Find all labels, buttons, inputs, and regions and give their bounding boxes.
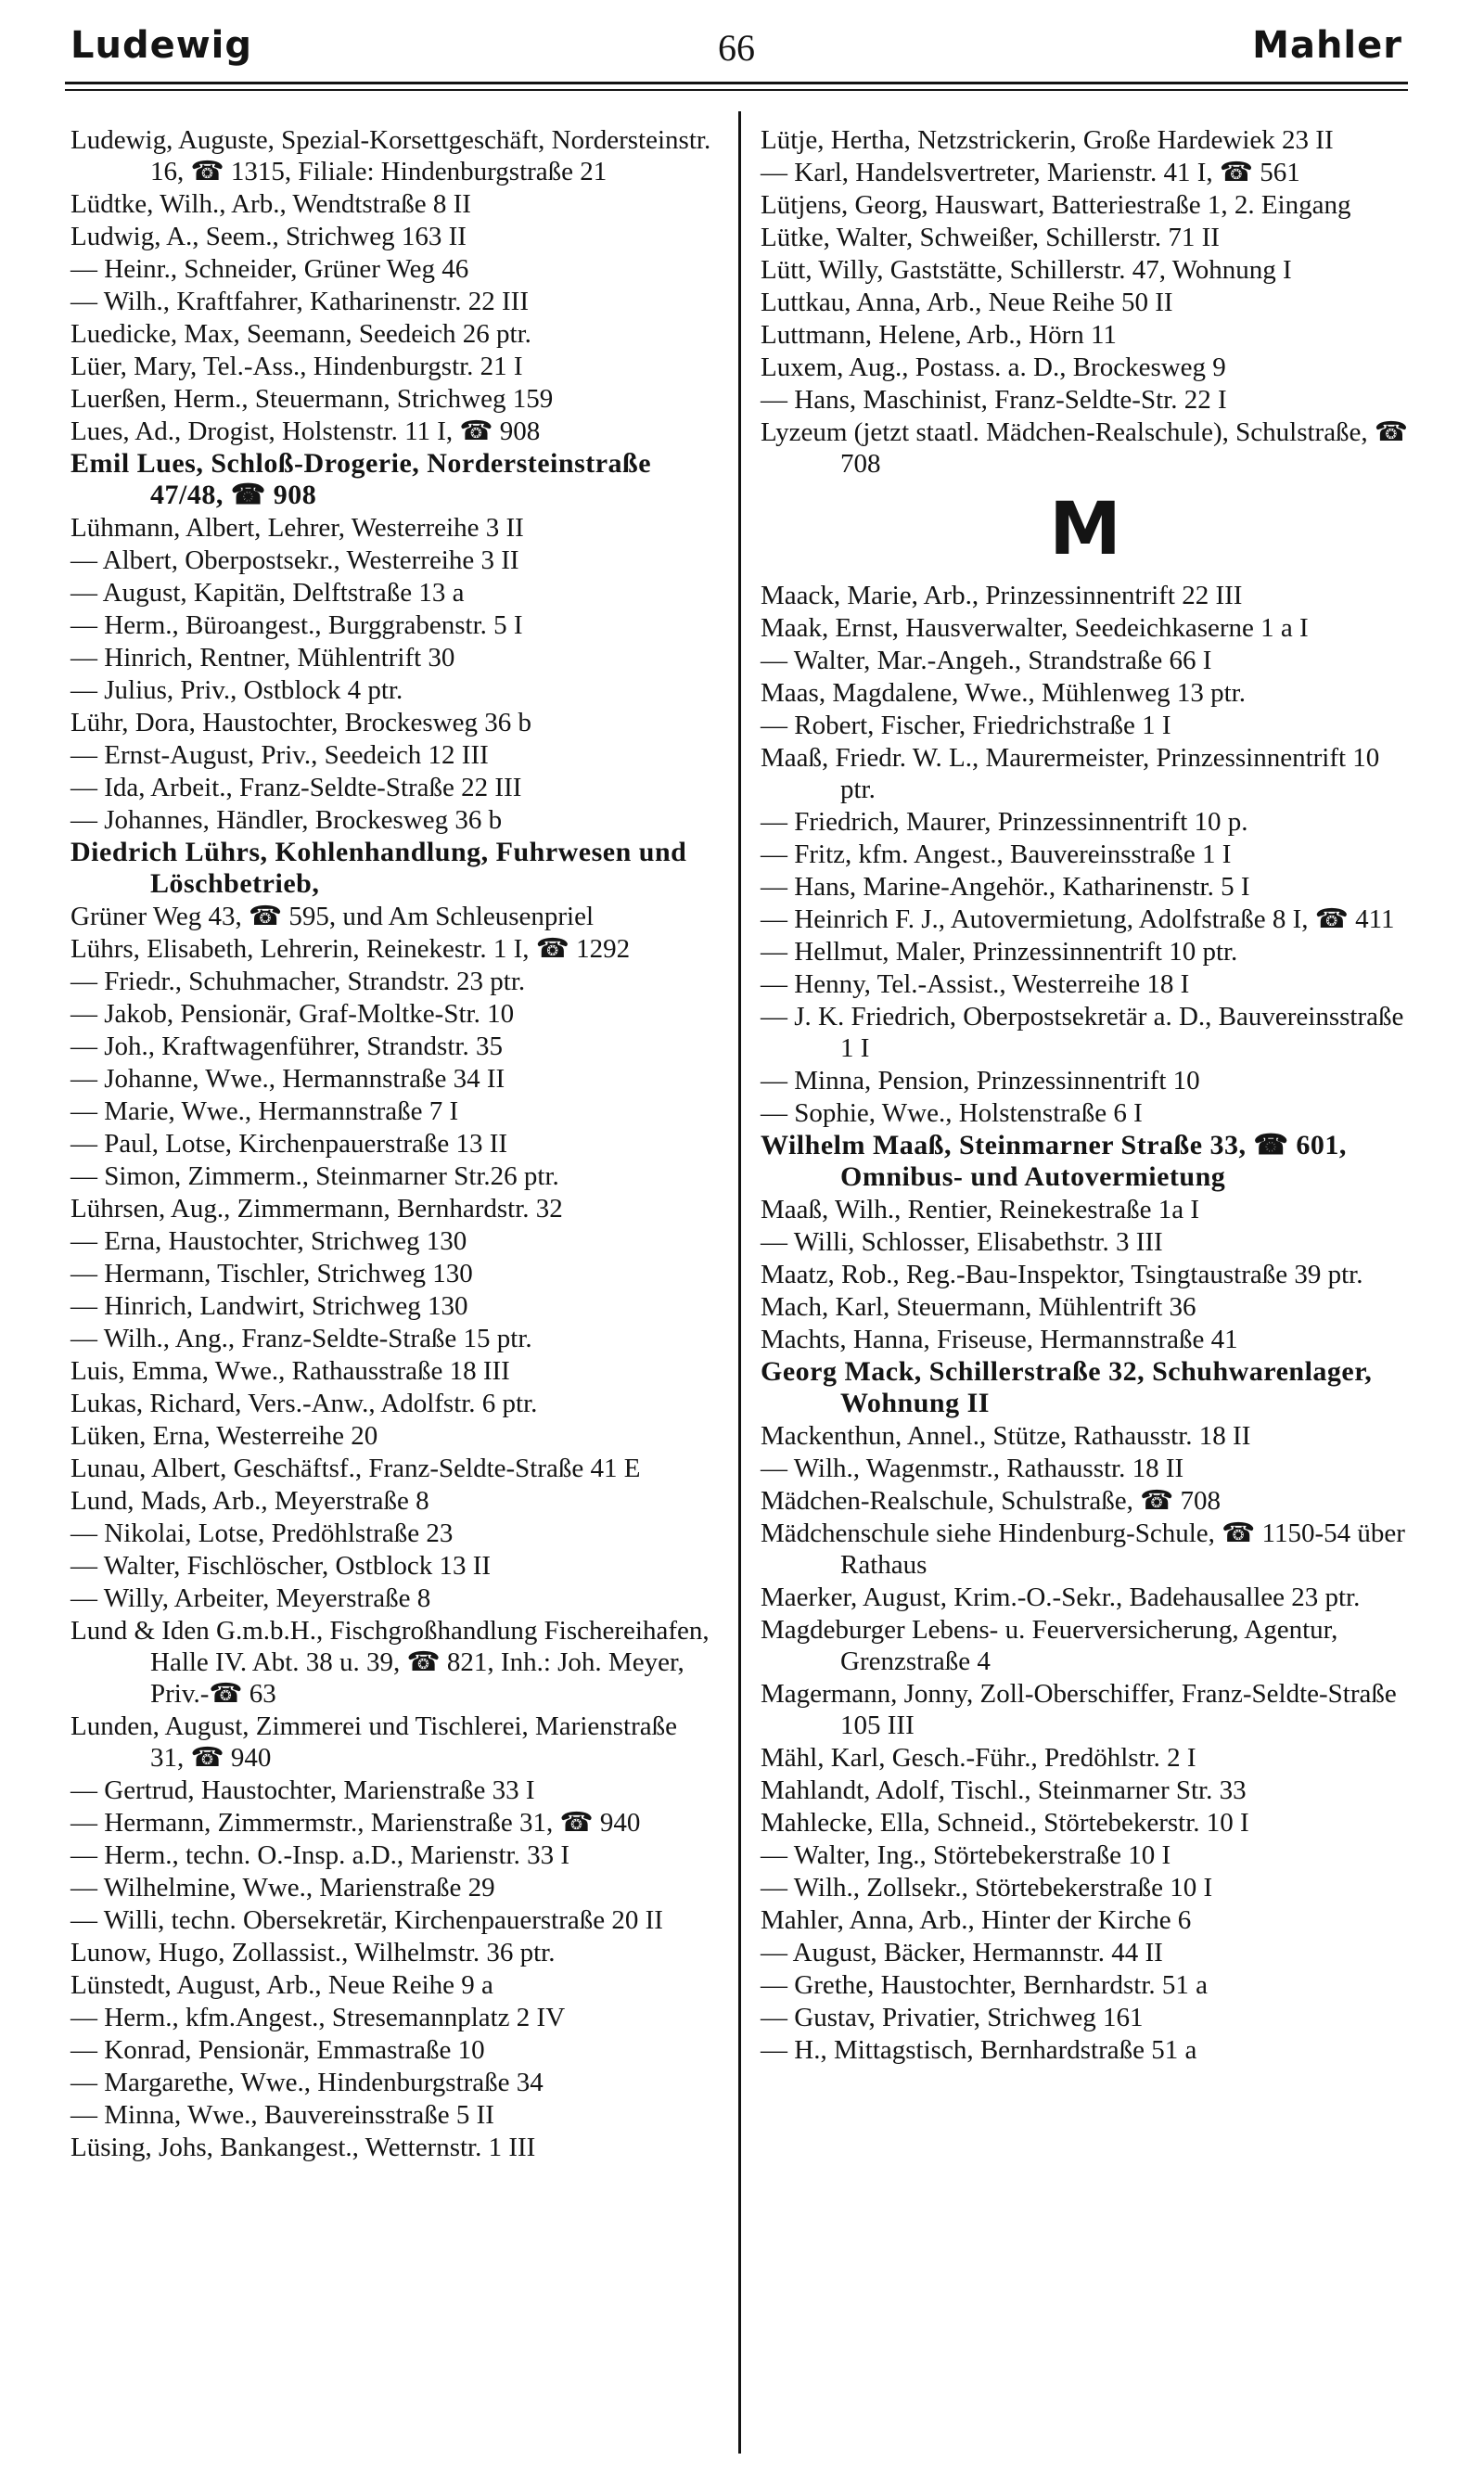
left-column — [70, 124, 714, 2164]
directory-entry: — Erna, Haustochter, Strichweg 130 — [70, 1226, 467, 1256]
directory-entry: Machts, Hanna, Friseuse, Hermannstraße 41 — [761, 1325, 1238, 1354]
directory-entry: — Fritz, kfm. Angest., Bauvereinsstraße 1 I — [761, 839, 1232, 869]
directory-entry: Lütke, Walter, Schweißer, Schillerstr. 71 II — [761, 223, 1220, 252]
directory-entry: — Willy, Arbeiter, Meyerstraße 8 — [70, 1583, 431, 1613]
header-rule-thin — [65, 89, 1408, 91]
header-rule — [65, 82, 1408, 84]
directory-entry: Luxem, Aug., Postass. a. D., Brockesweg 9 — [761, 352, 1226, 382]
directory-entry: Mähl, Karl, Gesch.-Führ., Predöhlstr. 2 I — [761, 1743, 1196, 1773]
directory-entry: — Minna, Pension, Prinzessinnentrift 10 — [761, 1066, 1200, 1096]
directory-entry: Lues, Ad., Drogist, Holstenstr. 11 I, ☎ 908 — [70, 416, 541, 446]
directory-entry: — August, Kapitän, Delftstraße 13 a — [70, 578, 465, 608]
directory-entry: Lund, Mads, Arb., Meyerstraße 8 — [70, 1486, 429, 1516]
directory-entry: — Konrad, Pensionär, Emmastraße 10 — [70, 2035, 485, 2065]
directory-entry: — Wilh., Kraftfahrer, Katharinenstr. 22 III — [70, 287, 529, 316]
directory-entry: Luis, Emma, Wwe., Rathausstraße 18 III — [70, 1356, 510, 1386]
directory-entry: — Julius, Priv., Ostblock 4 ptr. — [70, 675, 403, 705]
directory-entry: — Marie, Wwe., Hermannstraße 7 I — [70, 1096, 459, 1126]
directory-entry: — Hans, Marine-Angehör., Katharinenstr. 5 I — [761, 872, 1250, 902]
directory-entry: — Hellmut, Maler, Prinzessinnentrift 10 ptr. — [761, 937, 1238, 967]
directory-entry: Grüner Weg 43, ☎ 595, und Am Schleusenpriel — [70, 902, 595, 931]
directory-entry: — August, Bäcker, Hermannstr. 44 II — [761, 1938, 1163, 1967]
directory-entry: Maack, Marie, Arb., Prinzessinnentrift 22 III — [761, 581, 1243, 610]
directory-entry: — Wilh., Ang., Franz-Seldte-Straße 15 ptr. — [70, 1324, 532, 1353]
right-column-bottom — [761, 580, 1410, 2066]
directory-entry: Lüer, Mary, Tel.-Ass., Hindenburgstr. 21 I — [70, 352, 523, 381]
directory-entry: — Gustav, Privatier, Strichweg 161 — [761, 2003, 1144, 2032]
directory-entry: — Johannes, Händler, Brockesweg 36 b — [70, 805, 503, 835]
directory-entry: — Nikolai, Lotse, Predöhlstraße 23 — [70, 1519, 454, 1548]
directory-entry: Lührsen, Aug., Zimmermann, Bernhardstr. 32 — [70, 1194, 563, 1224]
directory-entry: Lüsing, Johs, Bankangest., Wetternstr. 1 III — [70, 2133, 536, 2162]
directory-entry: — Karl, Handelsvertreter, Marienstr. 41 I, ☎ 561 — [761, 158, 1300, 187]
directory-entry: Ludewig, Auguste, Spezial-Korsettgeschäft, Nordersteinstr. 16, ☎ 1315, Filiale: Hindenburgstraße 21 — [70, 125, 711, 186]
directory-entry: Lunow, Hugo, Zollassist., Wilhelmstr. 36 ptr. — [70, 1938, 556, 1967]
directory-entry: Maerker, August, Krim.-O.-Sekr., Badehausallee 23 ptr. — [761, 1583, 1361, 1612]
directory-entry: Lunden, August, Zimmerei und Tischlerei, Marienstraße 31, ☎ 940 — [70, 1711, 678, 1773]
directory-entry: — Herm., techn. O.-Insp. a.D., Marienstr. 33 I — [70, 1840, 569, 1870]
directory-entry: — Hermann, Zimmermstr., Marienstraße 31, ☎ 940 — [70, 1808, 641, 1838]
directory-entry: Mackenthun, Annel., Stütze, Rathausstr. 18 II — [761, 1421, 1251, 1451]
directory-entry: — Friedr., Schuhmacher, Strandstr. 23 ptr. — [70, 967, 526, 996]
directory-entry: Luttkau, Anna, Arb., Neue Reihe 50 II — [761, 288, 1173, 317]
directory-entry: Lütje, Hertha, Netzstrickerin, Große Hardewiek 23 II — [761, 125, 1334, 155]
directory-entry: — Margarethe, Wwe., Hindenburgstraße 34 — [70, 2068, 544, 2097]
directory-entry: — Sophie, Wwe., Holstenstraße 6 I — [761, 1098, 1143, 1128]
directory-entry: — J. K. Friedrich, Oberpostsekretär a. D., Bauvereinsstraße 1 I — [761, 1002, 1404, 1063]
directory-entry: — Ida, Arbeit., Franz-Seldte-Straße 22 III — [70, 773, 522, 802]
directory-entry: — Albert, Oberpostsekr., Westerreihe 3 II — [70, 545, 519, 575]
directory-entry: — Joh., Kraftwagenführer, Strandstr. 35 — [70, 1032, 503, 1061]
directory-entry: Lukas, Richard, Vers.-Anw., Adolfstr. 6 ptr. — [70, 1389, 538, 1418]
directory-entry: — Willi, techn. Obersekretär, Kirchenpauerstraße 20 II — [70, 1905, 663, 1935]
directory-entry: Luedicke, Max, Seemann, Seedeich 26 ptr. — [70, 319, 531, 349]
directory-entry: — H., Mittagstisch, Bernhardstraße 51 a — [761, 2035, 1197, 2065]
directory-entry: Lütt, Willy, Gaststätte, Schillerstr. 47, Wohnung I — [761, 255, 1292, 285]
directory-entry: Mach, Karl, Steuermann, Mühlentrift 36 — [761, 1292, 1196, 1322]
directory-entry: — Jakob, Pensionär, Graf-Moltke-Str. 10 — [70, 999, 515, 1029]
directory-entry: — Heinr., Schneider, Grüner Weg 46 — [70, 254, 469, 284]
directory-entry: Lütjens, Georg, Hauswart, Batteriestraße 1, 2. Eingang — [761, 190, 1351, 220]
header-last-name: Mahler — [1252, 24, 1402, 67]
directory-entry: Emil Lues, Schloß-Drogerie, Nordersteinstraße 47/48, ☎ 908 — [70, 448, 652, 510]
directory-entry: Mahler, Anna, Arb., Hinter der Kirche 6 — [761, 1905, 1192, 1935]
page-header — [70, 20, 1402, 76]
directory-entry: — Willi, Schlosser, Elisabethstr. 3 III — [761, 1227, 1163, 1257]
directory-entry: — Wilh., Wagenmstr., Rathausstr. 18 II — [761, 1454, 1184, 1483]
directory-entry: Diedrich Lührs, Kohlenhandlung, Fuhrwesen und Löschbetrieb, — [70, 837, 687, 899]
directory-entry: — Grethe, Haustochter, Bernhardstr. 51 a — [761, 1970, 1209, 2000]
directory-entry: Mahlecke, Ella, Schneid., Störtebekerstr. 10 I — [761, 1808, 1249, 1838]
directory-entry: Lührs, Elisabeth, Lehrerin, Reinekestr. 1 I, ☎ 1292 — [70, 934, 631, 964]
directory-entry: — Friedrich, Maurer, Prinzessinnentrift 10 p. — [761, 807, 1248, 837]
directory-entry: Lyzeum (jetzt staatl. Mädchen-Realschule), Schulstraße, ☎ 708 — [761, 417, 1409, 479]
directory-entry: — Johanne, Wwe., Hermannstraße 34 II — [70, 1064, 505, 1094]
directory-entry: — Henny, Tel.-Assist., Westerreihe 18 I — [761, 969, 1190, 999]
header-first-name: Ludewig — [70, 24, 253, 67]
directory-entry: — Hinrich, Landwirt, Strichweg 130 — [70, 1291, 468, 1321]
directory-entry: — Simon, Zimmerm., Steinmarner Str.26 ptr. — [70, 1161, 559, 1191]
page-number: 66 — [718, 27, 755, 69]
directory-entry: — Wilhelmine, Wwe., Marienstraße 29 — [70, 1873, 495, 1903]
directory-entry: Luerßen, Herm., Steuermann, Strichweg 159 — [70, 384, 554, 414]
directory-entry: Maak, Ernst, Hausverwalter, Seedeichkaserne 1 a I — [761, 613, 1309, 643]
directory-entry: Maaß, Wilh., Rentier, Reinekestraße 1a I — [761, 1195, 1200, 1224]
directory-entry: Mädchen-Realschule, Schulstraße, ☎ 708 — [761, 1486, 1221, 1516]
directory-entry: — Robert, Fischer, Friedrichstraße 1 I — [761, 711, 1171, 740]
directory-entry: — Hans, Maschinist, Franz-Seldte-Str. 22 I — [761, 385, 1227, 415]
directory-entry: Wilhelm Maaß, Steinmarner Straße 33, ☎ 601, Omnibus- und Autovermietung — [761, 1130, 1347, 1192]
directory-entry: — Heinrich F. J., Autovermietung, Adolfstraße 8 I, ☎ 411 — [761, 904, 1395, 934]
directory-entry: Lunau, Albert, Geschäftsf., Franz-Seldte-Straße 41 E — [70, 1454, 641, 1483]
directory-entry: — Paul, Lotse, Kirchenpauerstraße 13 II — [70, 1129, 508, 1159]
directory-entry: Maaß, Friedr. W. L., Maurermeister, Prinzessinnentrift 10 ptr. — [761, 743, 1380, 804]
directory-entry: Lüdtke, Wilh., Arb., Wendtstraße 8 II — [70, 189, 471, 219]
column-divider — [738, 111, 741, 2454]
directory-entry: Lühr, Dora, Haustochter, Brockesweg 36 b — [70, 708, 531, 737]
directory-entry: Magermann, Jonny, Zoll-Oberschiffer, Franz-Seldte-Straße 105 III — [761, 1679, 1397, 1740]
directory-entry: — Ernst-August, Priv., Seedeich 12 III — [70, 740, 489, 770]
directory-entry: — Herm., kfm.Angest., Stresemannplatz 2 IV — [70, 2003, 566, 2032]
directory-entry: Mädchenschule siehe Hindenburg-Schule, ☎ 1150-54 über Rathaus — [761, 1519, 1405, 1580]
directory-entry: Luttmann, Helene, Arb., Hörn 11 — [761, 320, 1117, 350]
right-column — [761, 124, 1410, 2067]
directory-entry: — Hermann, Tischler, Strichweg 130 — [70, 1259, 473, 1288]
directory-entry: Lund & Iden G.m.b.H., Fischgroßhandlung Fischereihafen, Halle IV. Abt. 38 u. 39, ☎ 821, Inh.: Joh. Meyer, Priv.-☎ 63 — [70, 1616, 710, 1709]
directory-entry: Maas, Magdalene, Wwe., Mühlenweg 13 ptr. — [761, 678, 1246, 708]
right-column-top — [761, 124, 1410, 480]
directory-entry: Lünstedt, August, Arb., Neue Reihe 9 a — [70, 1970, 493, 2000]
directory-entry: Mahlandt, Adolf, Tischl., Steinmarner Str. 33 — [761, 1775, 1247, 1805]
directory-entry: — Walter, Mar.-Angeh., Strandstraße 66 I — [761, 646, 1212, 675]
directory-entry: Magdeburger Lebens- u. Feuerversicherung, Agentur, Grenzstraße 4 — [761, 1615, 1338, 1676]
directory-entry: — Wilh., Zollsekr., Störtebekerstraße 10 I — [761, 1873, 1213, 1903]
directory-entry: — Walter, Fischlöscher, Ostblock 13 II — [70, 1551, 492, 1581]
directory-entry: — Hinrich, Rentner, Mühlentrift 30 — [70, 643, 455, 673]
directory-entry: Lüken, Erna, Westerreihe 20 — [70, 1421, 378, 1451]
directory-entry: Maatz, Rob., Reg.-Bau-Inspektor, Tsingtaustraße 39 ptr. — [761, 1260, 1363, 1289]
directory-entry: — Gertrud, Haustochter, Marienstraße 33 I — [70, 1775, 535, 1805]
directory-entry: Ludwig, A., Seem., Strichweg 163 II — [70, 222, 467, 251]
directory-entry: Lühmann, Albert, Lehrer, Westerreihe 3 II — [70, 513, 524, 543]
directory-entry: Georg Mack, Schillerstraße 32, Schuhwarenlager, Wohnung II — [761, 1356, 1373, 1418]
directory-entry: — Minna, Wwe., Bauvereinsstraße 5 II — [70, 2100, 494, 2130]
directory-entry: — Herm., Büroangest., Burggrabenstr. 5 I — [70, 610, 523, 640]
section-letter: M — [1049, 488, 1121, 571]
directory-entry: — Walter, Ing., Störtebekerstraße 10 I — [761, 1840, 1171, 1870]
